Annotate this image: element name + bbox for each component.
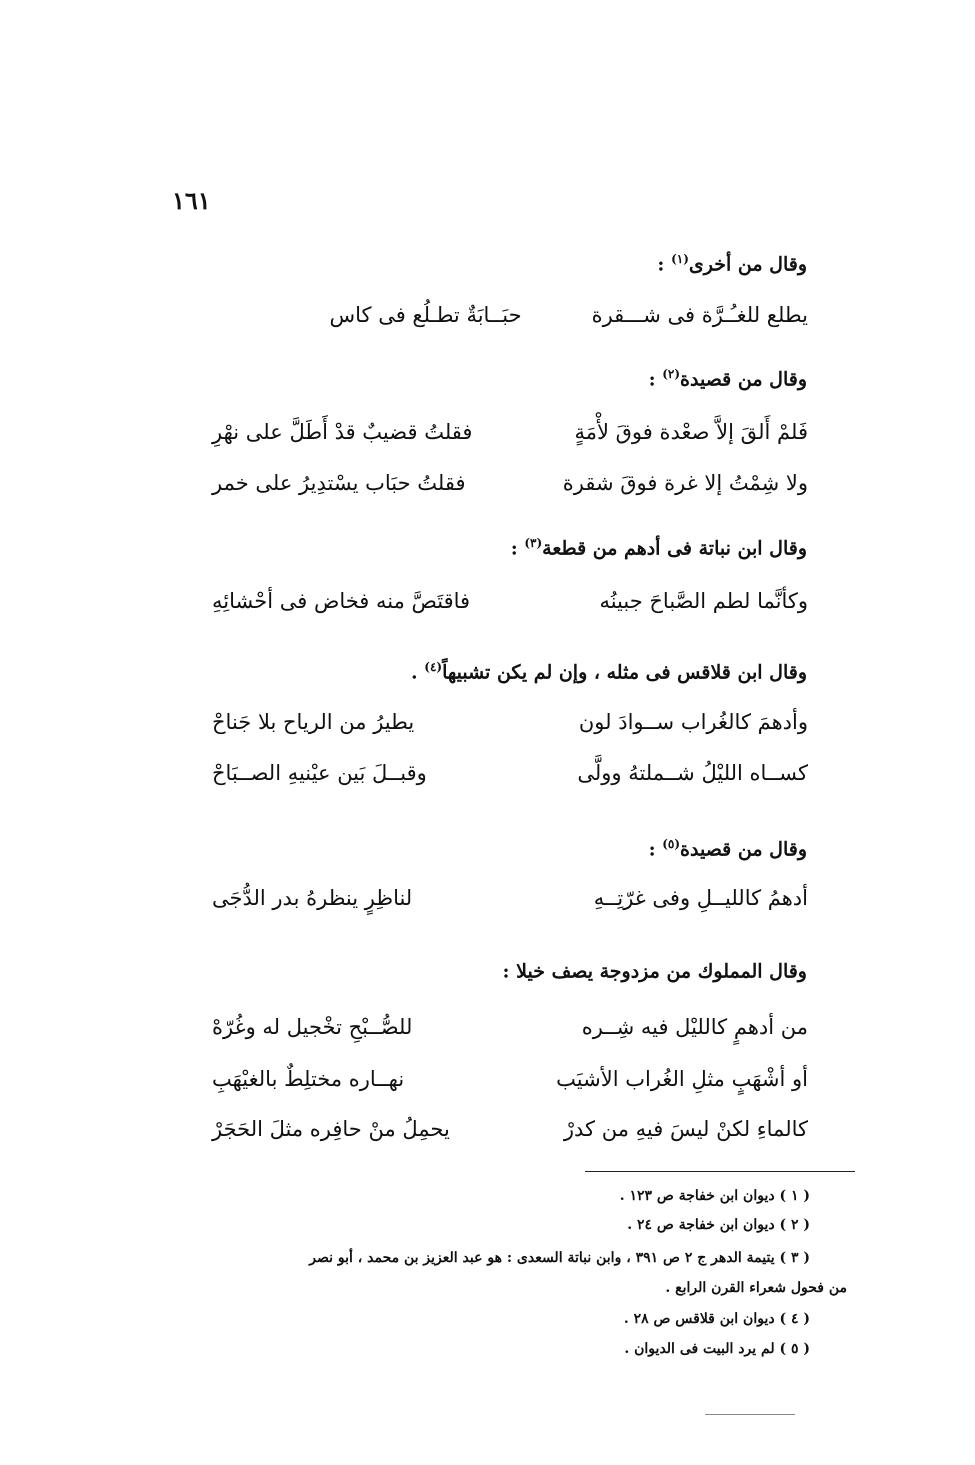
intro-text: وقال من قصيدة xyxy=(680,368,807,391)
verse-line xyxy=(212,420,808,444)
intro-text: وقال ابن نباتة فى أدهم من قطعة xyxy=(542,537,807,560)
section-intro xyxy=(649,837,807,860)
footnote-marker: (٢) xyxy=(662,367,681,381)
verse-first-hemistich: وأدهمَ كالغُراب ســوادَ لون xyxy=(578,710,808,734)
page-number: ١٦١ xyxy=(172,186,211,215)
verse-second-hemistich: يحمِلُ منْ حافِره مثلَ الحَجَرْ xyxy=(212,1117,450,1141)
verse-first-hemistich: كالماءِ لكنْ ليسَ فيهِ من كدرْ xyxy=(563,1117,808,1141)
footnote: ( ٣ ) يتيمة الدهر ج ٢ ص ٣٩١ ، وابن نباتة السعدى : هو عبد العزيز بن محمد ، أبو نصر xyxy=(309,1250,810,1266)
verse-line xyxy=(212,471,808,495)
footnote-marker: (١) xyxy=(671,252,689,266)
verse-first-hemistich: ولا شِمْتُ إلا غرة فوقَ شقرة xyxy=(562,471,808,495)
verse-first-hemistich: أو أشْهَبٍ مثلِ الغُراب الأشيَب xyxy=(556,1067,808,1091)
section-intro xyxy=(503,959,808,982)
section-intro xyxy=(649,367,807,390)
verse-first-hemistich: كســاه الليْلُ شــملتهُ وولَّى xyxy=(577,761,808,785)
intro-tail: . xyxy=(411,661,425,684)
intro-text: وقال المملوك من مزدوجة يصف خيلا xyxy=(516,960,807,983)
section-intro xyxy=(411,660,807,683)
intro-text: وقال من أخرى xyxy=(688,253,807,276)
verse-line xyxy=(212,1067,808,1091)
footnote-divider xyxy=(585,1171,855,1172)
intro-text: وقال من قصيدة xyxy=(680,838,807,861)
verse-line xyxy=(212,303,808,327)
verse-first-hemistich: يطلع للغـُـرَّة فى شـــقرة xyxy=(591,303,808,327)
bottom-mark xyxy=(705,1414,795,1415)
footnote: ( ٥ ) لم يرد البيت فى الديوان . xyxy=(624,1341,810,1357)
verse-second-hemistich: نهــاره مختلِطٌ بالغيْهَبِ xyxy=(212,1067,405,1091)
verse-second-hemistich: وقبــلَ بَين عيْنيهِ الصــبَاحْ xyxy=(212,761,427,785)
footnote-marker: (٥) xyxy=(662,837,681,851)
section-intro xyxy=(657,252,807,275)
verse-second-hemistich: فقلتُ قضيبٌ قدْ أَطَلَّ على نهْرِ xyxy=(212,420,473,444)
footnote: ( ١ ) ديوان ابن خفاجة ص ١٢٣ . xyxy=(619,1188,810,1204)
verse-line xyxy=(212,589,808,613)
footnote: ( ٤ ) ديوان ابن قلاقس ص ٢٨ . xyxy=(623,1311,810,1327)
verse-first-hemistich: من أدهمٍ كالليْل فيه شِــره xyxy=(581,1015,808,1039)
verse-line xyxy=(212,1015,808,1039)
verse-line xyxy=(212,710,808,734)
verse-line xyxy=(212,1117,808,1141)
verse-line xyxy=(212,886,808,910)
verse-second-hemistich: حبَــابَةٌ تطـلُع فى كاس xyxy=(329,303,522,327)
footnote: ( ٢ ) ديوان ابن خفاجة ص ٢٤ . xyxy=(627,1217,810,1233)
intro-tail: : xyxy=(510,537,525,560)
verse-second-hemistich: لناظِرٍ ينظرهُ بدر الدُّجَى xyxy=(212,886,413,910)
footnote-marker: (٤) xyxy=(424,660,443,674)
intro-text: وقال ابن قلاقس فى مثله ، وإن لم يكن تشبيهاً xyxy=(442,661,807,684)
verse-first-hemistich: أدهمُ كالليــلِ وفى غرّتِــهِ xyxy=(593,886,808,910)
verse-first-hemistich: وكأنَّما لطم الصَّباحَ جبينُه xyxy=(599,589,808,613)
section-intro xyxy=(511,536,807,559)
verse-line xyxy=(212,761,808,785)
verse-first-hemistich: فَلمْ أَلقَ إلاَّ صعْدة فوقَ لأْمَةٍ xyxy=(574,420,808,444)
verse-second-hemistich: يطيرُ من الرياح بلا جَناحْ xyxy=(212,710,415,734)
footnote-marker: (٣) xyxy=(524,536,543,550)
footnote-continuation: من فحول شعراء القرن الرابع . xyxy=(665,1280,847,1296)
intro-tail: : xyxy=(648,838,663,861)
intro-tail: : xyxy=(657,253,672,276)
intro-tail: : xyxy=(648,368,663,391)
verse-second-hemistich: للصُّــبْحِ تخْجيل له وغُرّهْ xyxy=(212,1015,413,1039)
intro-tail: : xyxy=(502,960,517,983)
verse-second-hemistich: فاقتَصَّ منه فخاض فى أحْشائِهِ xyxy=(212,589,471,613)
verse-second-hemistich: فقلتُ حبَاب يسْتدِيرُ على خمر xyxy=(212,471,466,495)
